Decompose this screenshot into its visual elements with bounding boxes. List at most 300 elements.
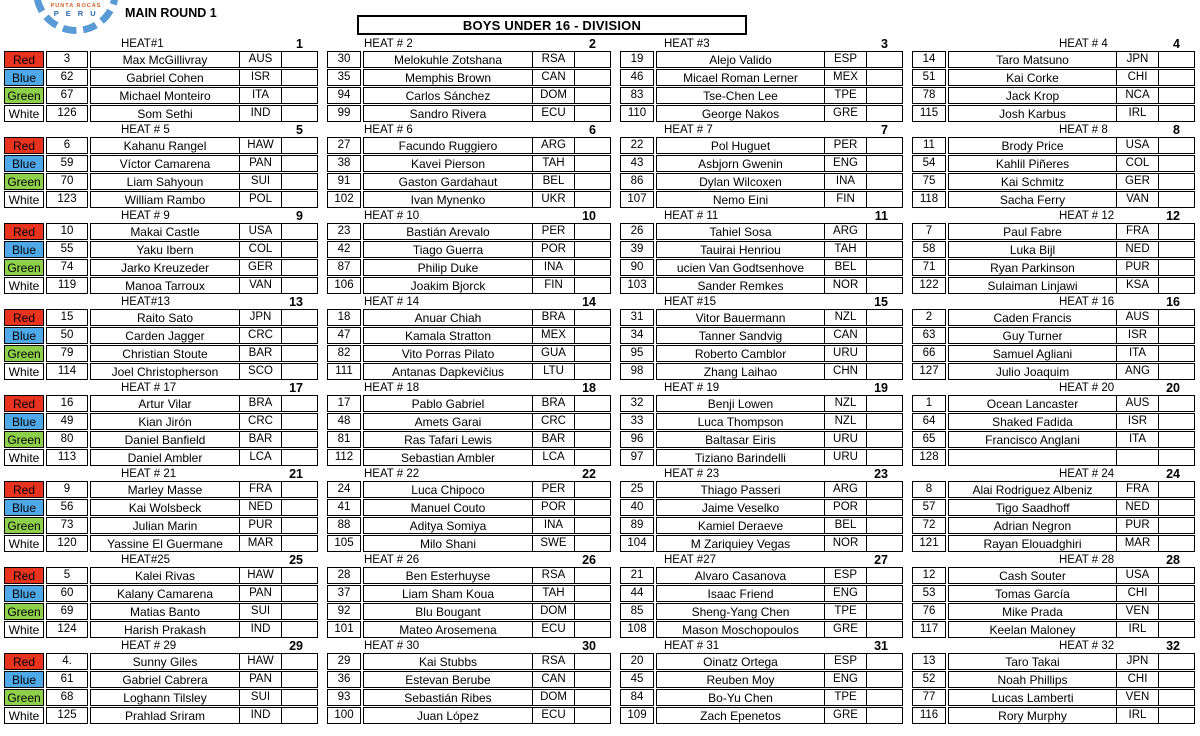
competitor-cells [656,87,903,104]
competitor-cells [948,173,1195,190]
heat-rows [912,309,1195,380]
heat-header [912,466,1195,481]
competitor-row [4,671,318,688]
score-cell [575,241,611,258]
competitor-row [4,621,318,638]
seed-number: 123 [46,191,88,208]
competitor-row [912,431,1195,448]
competitor-row [912,621,1195,638]
heat-number: 9 [296,208,303,223]
jersey-color-cell: Green [4,689,44,706]
country-code: ESP [825,567,867,584]
country-code: POL [240,191,282,208]
country-code: CHI [1117,671,1159,688]
competitor-name: Manoa Tarroux [90,277,240,294]
competitor-cells [90,277,318,294]
competitor-cells [90,621,318,638]
competitor-row [4,481,318,498]
competitor-row [4,345,318,362]
heat-label: HEAT # 12 [1059,209,1115,222]
score-cell [1159,585,1195,602]
competitor-cells [948,87,1195,104]
competitor-cells [90,363,318,380]
competitor-name: Micael Roman Lerner [656,69,825,86]
seed-number: 122 [912,277,946,294]
competitor-row [912,689,1195,706]
round-label: MAIN ROUND 1 [125,6,217,20]
country-code: CHN [825,363,867,380]
seed-number: 50 [46,327,88,344]
competitor-row [327,327,611,344]
country-code: SWE [533,535,575,552]
seed-number: 21 [620,567,654,584]
score-cell [282,621,318,638]
country-code: INA [533,259,575,276]
score-cell [867,241,903,258]
seed-number: 79 [46,345,88,362]
competitor-name: Bastián Arevalo [363,223,533,240]
heat-header [912,552,1195,567]
heat-rows [620,395,903,466]
country-code: ISR [1117,413,1159,430]
seed-number: 108 [620,621,654,638]
competitor-cells [656,689,903,706]
competitor-cells [656,585,903,602]
heat-number: 3 [881,36,888,51]
jersey-color-cell: Red [4,481,44,498]
jersey-color-cell: Blue [4,499,44,516]
heat-rows [620,51,903,122]
country-code: ITA [240,87,282,104]
competitor-cells [363,517,611,534]
heat-header [912,380,1195,395]
competitor-cells [90,517,318,534]
competitor-cells [363,137,611,154]
competitor-name: Cash Souter [948,567,1117,584]
score-cell [282,499,318,516]
country-code: ISR [240,69,282,86]
competitor-name: Facundo Ruggiero [363,137,533,154]
competitor-cells [90,395,318,412]
country-code: MAR [1117,535,1159,552]
competitor-name: Sheng-Yang Chen [656,603,825,620]
heat-block [327,638,611,724]
country-code: HAW [240,137,282,154]
country-code: TAH [533,585,575,602]
competitor-row [4,689,318,706]
heat-rows [912,481,1195,552]
seed-number: 77 [912,689,946,706]
score-cell [575,309,611,326]
heat-header [620,466,903,481]
heat-header [327,122,611,137]
competitor-row [620,105,903,122]
competitor-cells [948,449,1195,466]
country-code: GRE [825,707,867,724]
seed-number: 70 [46,173,88,190]
score-cell [575,689,611,706]
country-code: IRL [1117,105,1159,122]
seed-number: 101 [327,621,361,638]
competitor-name: Julian Marin [90,517,240,534]
jersey-color-cell: Red [4,137,44,154]
competitor-cells [363,449,611,466]
country-code: BEL [825,517,867,534]
score-cell [1159,567,1195,584]
competitor-name: Antanas Dapkevičius [363,363,533,380]
heat-block [327,466,611,552]
competitor-row [620,155,903,172]
competitor-row [620,671,903,688]
competitor-name: Tahiel Sosa [656,223,825,240]
competitor-row [620,327,903,344]
competitor-row [912,259,1195,276]
country-code: UKR [533,191,575,208]
competitor-name: Matias Banto [90,603,240,620]
country-code: PUR [1117,517,1159,534]
competitor-name: Carlos Sánchez [363,87,533,104]
heat-rows [327,51,611,122]
competitor-row [4,363,318,380]
score-cell [282,277,318,294]
competitor-name: Carden Jagger [90,327,240,344]
score-cell [282,481,318,498]
seed-number: 89 [620,517,654,534]
competitor-name: Zhang Laihao [656,363,825,380]
country-code: PER [825,137,867,154]
seed-number: 16 [46,395,88,412]
competitor-row [620,87,903,104]
competitor-cells [90,173,318,190]
country-code: URU [825,431,867,448]
competitor-row [327,671,611,688]
competitor-cells [948,621,1195,638]
seed-number: 1 [912,395,946,412]
competitor-row [620,363,903,380]
heat-header [4,294,318,309]
heat-rows [4,395,318,466]
competitor-cells [656,327,903,344]
competitor-cells [656,309,903,326]
country-code: BAR [240,431,282,448]
country-code: VEN [1117,689,1159,706]
seed-number: 35 [327,69,361,86]
score-cell [1159,241,1195,258]
competitor-name: Som Sethi [90,105,240,122]
heat-number: 14 [582,294,596,309]
competitor-cells [948,431,1195,448]
competitor-cells [656,431,903,448]
heat-number: 32 [1166,638,1180,653]
country-code: USA [1117,567,1159,584]
competitor-cells [363,653,611,670]
country-code: USA [240,223,282,240]
score-cell [575,51,611,68]
competitor-cells [90,309,318,326]
competitor-cells [948,689,1195,706]
country-code: NZL [825,309,867,326]
competitor-cells [363,363,611,380]
country-code: IRL [1117,621,1159,638]
heat-number: 25 [289,552,303,567]
score-cell [575,345,611,362]
heat-label: HEAT # 20 [1059,381,1115,394]
seed-number: 15 [46,309,88,326]
seed-number: 45 [620,671,654,688]
score-cell [575,621,611,638]
heat-label: HEAT #27 [664,553,716,566]
country-code: TPE [825,87,867,104]
country-code: POR [533,499,575,516]
country-code: RSA [533,51,575,68]
competitor-name: Isaac Friend [656,585,825,602]
country-code: DOM [533,603,575,620]
competitor-cells [363,689,611,706]
jersey-color-cell: Red [4,223,44,240]
competitor-name: Pablo Gabriel [363,395,533,412]
score-cell [282,241,318,258]
score-cell [867,707,903,724]
heat-label: HEAT # 16 [1059,295,1115,308]
score-cell [1159,223,1195,240]
heat-block [327,294,611,380]
competitor-row [912,87,1195,104]
score-cell [1159,309,1195,326]
competitor-row [620,517,903,534]
competitor-row [327,585,611,602]
competitor-row [912,363,1195,380]
seed-number: 85 [620,603,654,620]
competitor-cells [656,173,903,190]
competitor-name: Sander Remkes [656,277,825,294]
country-code: ENG [825,585,867,602]
country-code: SUI [240,603,282,620]
competitor-cells [363,241,611,258]
country-code: CAN [533,69,575,86]
seed-number: 104 [620,535,654,552]
country-code: GER [240,259,282,276]
country-code: SUI [240,689,282,706]
country-code: PUR [1117,259,1159,276]
competitor-cells [656,277,903,294]
score-cell [867,363,903,380]
competitor-cells [90,51,318,68]
competitor-name: Alvaro Casanova [656,567,825,584]
competitor-name: Memphis Brown [363,69,533,86]
score-cell [282,689,318,706]
seed-number: 52 [912,671,946,688]
competitor-name: Thiago Passeri [656,481,825,498]
seed-number: 61 [46,671,88,688]
country-code: PAN [240,671,282,688]
heat-label: HEAT # 6 [364,123,413,136]
jersey-color-cell: White [4,105,44,122]
heat-header [4,638,318,653]
competitor-cells [90,603,318,620]
country-code: PAN [240,585,282,602]
seed-number: 69 [46,603,88,620]
heat-label: HEAT # 26 [364,553,420,566]
competitor-cells [948,481,1195,498]
seed-number: 60 [46,585,88,602]
country-code: NED [1117,499,1159,516]
competitor-row [620,431,903,448]
competitor-cells [656,363,903,380]
heat-rows [912,395,1195,466]
jersey-color-cell: Blue [4,671,44,688]
competitor-name: Reuben Moy [656,671,825,688]
heat-block [912,552,1195,638]
seed-number: 36 [327,671,361,688]
heat-header [912,638,1195,653]
seed-number: 5 [46,567,88,584]
competitor-cells [948,535,1195,552]
competitor-row [327,137,611,154]
country-code: INA [825,173,867,190]
competitor-row [620,395,903,412]
competitor-cells [656,535,903,552]
country-code: ESP [825,653,867,670]
jersey-color-cell: White [4,707,44,724]
seed-number: 107 [620,191,654,208]
competitor-name: Raito Sato [90,309,240,326]
competitor-row [912,345,1195,362]
country-code: ECU [533,621,575,638]
country-code: BEL [533,173,575,190]
competitor-row [4,51,318,68]
heat-number: 8 [1173,122,1180,137]
competitor-cells [90,413,318,430]
seed-number: 30 [327,51,361,68]
competitor-row [620,191,903,208]
seed-number: 49 [46,413,88,430]
country-code: HAW [240,567,282,584]
competitor-cells [90,431,318,448]
competitor-name: Tauirai Henriou [656,241,825,258]
score-cell [867,309,903,326]
jersey-color-cell: Green [4,517,44,534]
heat-label: HEAT # 19 [664,381,720,394]
country-code: IND [240,707,282,724]
country-code: VAN [1117,191,1159,208]
competitor-cells [90,689,318,706]
heat-number: 23 [874,466,888,481]
score-cell [1159,395,1195,412]
score-cell [1159,621,1195,638]
competitor-cells [948,345,1195,362]
heat-label: HEAT # 21 [121,467,177,480]
competitor-name: Benji Lowen [656,395,825,412]
heat-label: HEAT # 22 [364,467,420,480]
heat-block [4,294,318,380]
score-cell [575,671,611,688]
seed-number: 125 [46,707,88,724]
seed-number: 28 [327,567,361,584]
competitor-name: Marley Masse [90,481,240,498]
competitor-row [912,481,1195,498]
competitor-row [4,137,318,154]
heat-rows [620,309,903,380]
score-cell [867,567,903,584]
heat-block [620,122,903,208]
heat-block [620,466,903,552]
competitor-cells [656,481,903,498]
competitor-row [620,173,903,190]
country-code: IND [240,105,282,122]
competitor-name: Yassine El Guermane [90,535,240,552]
competitor-name: Sulaiman Linjawi [948,277,1117,294]
country-code: BRA [533,395,575,412]
seed-number: 66 [912,345,946,362]
competitor-name: Mason Moschopoulos [656,621,825,638]
heat-label: HEAT # 9 [121,209,170,222]
jersey-color-cell: Green [4,603,44,620]
competitor-name: Juan López [363,707,533,724]
competitor-name: Rayan Elouadghiri [948,535,1117,552]
heat-header [4,208,318,223]
country-code: PAN [240,155,282,172]
score-cell [867,653,903,670]
score-cell [282,105,318,122]
division-title: BOYS UNDER 16 - DIVISION [357,15,747,35]
seed-number: 42 [327,241,361,258]
competitor-name: Jack Krop [948,87,1117,104]
competitor-cells [363,327,611,344]
country-code: MEX [533,327,575,344]
score-cell [867,603,903,620]
jersey-color-cell: Blue [4,327,44,344]
heat-number: 6 [589,122,596,137]
competitor-cells [948,137,1195,154]
heat-rows [4,137,318,208]
country-code: TPE [825,689,867,706]
country-code: FRA [1117,223,1159,240]
seed-number: 113 [46,449,88,466]
competitor-cells [90,69,318,86]
country-code: USA [1117,137,1159,154]
competitor-cells [363,191,611,208]
heat-header [327,208,611,223]
heat-label: HEAT # 31 [664,639,720,652]
heat-header [4,122,318,137]
heat-block [327,36,611,122]
heat-block [327,208,611,294]
competitor-name: Sacha Ferry [948,191,1117,208]
score-cell [575,259,611,276]
competitor-cells [656,345,903,362]
seed-number: 111 [327,363,361,380]
competitor-row [620,241,903,258]
seed-number: 18 [327,309,361,326]
heat-header [620,552,903,567]
competitor-name: Víctor Camarena [90,155,240,172]
seed-number: 27 [327,137,361,154]
heat-label: HEAT # 8 [1059,123,1108,136]
score-cell [1159,259,1195,276]
competitor-row [327,105,611,122]
competitor-cells [363,223,611,240]
heat-header [327,466,611,481]
heat-rows [620,481,903,552]
heat-rows [327,567,611,638]
score-cell [282,345,318,362]
country-code: BEL [825,259,867,276]
score-cell [282,69,318,86]
competitor-name: Liam Sham Koua [363,585,533,602]
country-code: CAN [533,671,575,688]
heat-header [327,36,611,51]
seed-number: 24 [327,481,361,498]
